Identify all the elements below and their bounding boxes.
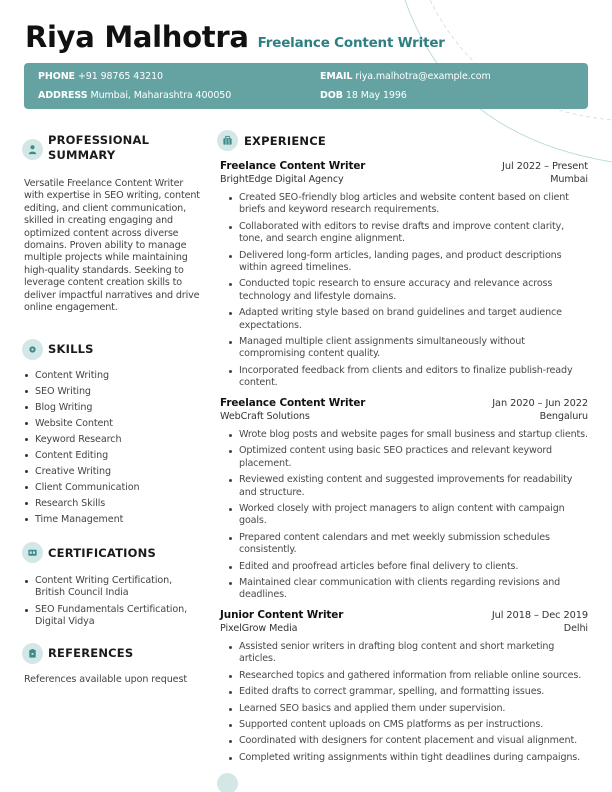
job-bullet: Optimized content using basic SEO practices and relevant keyword placement. <box>239 445 588 470</box>
certificate-icon <box>22 542 43 563</box>
phone-label: PHONE <box>38 71 75 82</box>
job-bullet: Conducted topic research to ensure accuracy and relevance across technology and lifestyle domains. <box>239 278 588 303</box>
job-bullet: Collaborated with editors to revise drafts and improve content clarity, tone, and search engine alignment. <box>239 221 588 246</box>
skill-item: SEO Writing <box>24 385 139 401</box>
skill-item: Content Editing <box>24 449 139 465</box>
candidate-name: Riya Malhotra <box>25 20 249 54</box>
job-bullet: Edited and proofread articles before final delivery to clients. <box>239 561 588 573</box>
job-bullet: Managed multiple client assignments simultaneously without compromising content quality. <box>239 336 588 361</box>
certifications-list <box>24 575 204 633</box>
summary-heading-line1: PROFESSIONAL <box>48 133 150 147</box>
contact-dob <box>320 90 407 101</box>
summary-heading-line2: SUMMARY <box>48 148 116 162</box>
job-bullet: Researched topics and gathered information from reliable online sources. <box>239 670 588 682</box>
contact-phone <box>38 71 163 82</box>
summary-heading <box>48 133 149 163</box>
contact-email <box>320 71 491 82</box>
job-bullet: Adapted writing style based on brand guidelines and target audience expectations. <box>239 307 588 332</box>
summary-text: Versatile Freelance Content Writer with expertise in SEO writing, content editing, and client communication, skilled in creating engaging and optimized content across diverse domains. Proven ability to manage multiple projects while maintaining high-quality standards. Seeking to leverage content creation skills to deliver impactful narratives and drive online engagement. <box>24 178 200 314</box>
skill-item: Blog Writing <box>24 401 139 417</box>
phone-value: +91 98765 43210 <box>77 71 163 82</box>
email-value: riya.malhotra@example.com <box>355 71 491 82</box>
certifications-heading: CERTIFICATIONS <box>48 546 156 560</box>
job-bullet: Edited drafts to correct grammar, spelling, and formatting issues. <box>239 686 588 698</box>
job-bullets <box>220 429 588 602</box>
job-bullet: Incorporated feedback from clients and editors to finalize publish-ready content. <box>239 365 588 390</box>
references-heading: REFERENCES <box>48 646 134 660</box>
job-bullet: Learned SEO basics and applied them under supervision. <box>239 703 588 715</box>
experience-heading: EXPERIENCE <box>244 134 326 148</box>
skills-list <box>24 369 139 529</box>
job-company: WebCraft Solutions <box>220 411 310 422</box>
job-title: Freelance Content Writer <box>220 160 366 172</box>
resume-header <box>25 20 445 54</box>
job-bullet: Reviewed existing content and suggested improvements for readability and structure. <box>239 474 588 499</box>
next-section-icon <box>217 773 238 792</box>
job-bullet: Maintained clear communication with clients regarding revisions and deadlines. <box>239 577 588 602</box>
contact-address <box>38 90 231 101</box>
job-dates: Jul 2022 – Present <box>502 161 588 172</box>
job-bullet: Completed writing assignments within tight deadlines during campaigns. <box>239 752 588 764</box>
job-entry <box>220 160 588 394</box>
job-entry <box>220 397 588 606</box>
address-value: Mumbai, Maharashtra 400050 <box>90 90 232 101</box>
skill-item: Content Writing <box>24 369 139 385</box>
job-location: Delhi <box>563 623 588 634</box>
skill-item: Client Communication <box>24 481 139 497</box>
skill-item: Research Skills <box>24 497 139 513</box>
dot-icon <box>22 339 43 360</box>
job-company: BrightEdge Digital Agency <box>220 174 344 185</box>
job-bullets <box>220 641 588 764</box>
email-label: EMAIL <box>320 71 353 82</box>
job-bullet: Wrote blog posts and website pages for small business and startup clients. <box>239 429 588 440</box>
address-label: ADDRESS <box>38 90 88 101</box>
skill-item: Creative Writing <box>24 465 139 481</box>
skills-heading: SKILLS <box>48 342 94 356</box>
skill-item: Website Content <box>24 417 139 433</box>
job-location: Mumbai <box>550 174 588 185</box>
job-bullet: Prepared content calendars and met weekly submission schedules consistently. <box>239 532 588 557</box>
dob-label: DOB <box>320 90 343 101</box>
job-bullet: Worked closely with project managers to align content with campaign goals. <box>239 503 588 528</box>
job-bullet: Supported content uploads on CMS platforms as per instructions. <box>239 719 588 731</box>
contact-band <box>24 63 588 109</box>
job-dates: Jul 2018 – Dec 2019 <box>491 610 588 621</box>
job-title: Junior Content Writer <box>220 609 344 621</box>
job-company: PixelGrow Media <box>220 623 298 634</box>
job-dates: Jan 2020 – Jun 2022 <box>492 398 588 409</box>
job-bullet: Delivered long-form articles, landing pages, and product descriptions within agreed timelines. <box>239 250 588 275</box>
contact-card-icon <box>22 643 43 664</box>
briefcase-icon <box>217 130 238 151</box>
job-entry <box>220 609 588 768</box>
job-bullet: Assisted senior writers in drafting blog content and short marketing articles. <box>239 641 588 666</box>
skill-item: Time Management <box>24 513 139 529</box>
job-title: Freelance Content Writer <box>220 397 366 409</box>
certification-item: SEO Fundamentals Certification, Digital Vidya <box>24 604 204 629</box>
job-bullet: Created SEO-friendly blog articles and website content based on client briefs and keyword research requirements. <box>239 192 588 217</box>
references-text: References available upon request <box>24 674 188 685</box>
skill-item: Keyword Research <box>24 433 139 449</box>
certification-item: Content Writing Certification, British Council India <box>24 575 204 600</box>
dob-value: 18 May 1996 <box>345 90 407 101</box>
job-bullets <box>220 192 588 390</box>
candidate-title: Freelance Content Writer <box>257 35 445 51</box>
job-bullet: Coordinated with designers for content placement and visual alignment. <box>239 735 588 747</box>
person-icon <box>22 139 43 160</box>
job-location: Bengaluru <box>539 411 588 422</box>
